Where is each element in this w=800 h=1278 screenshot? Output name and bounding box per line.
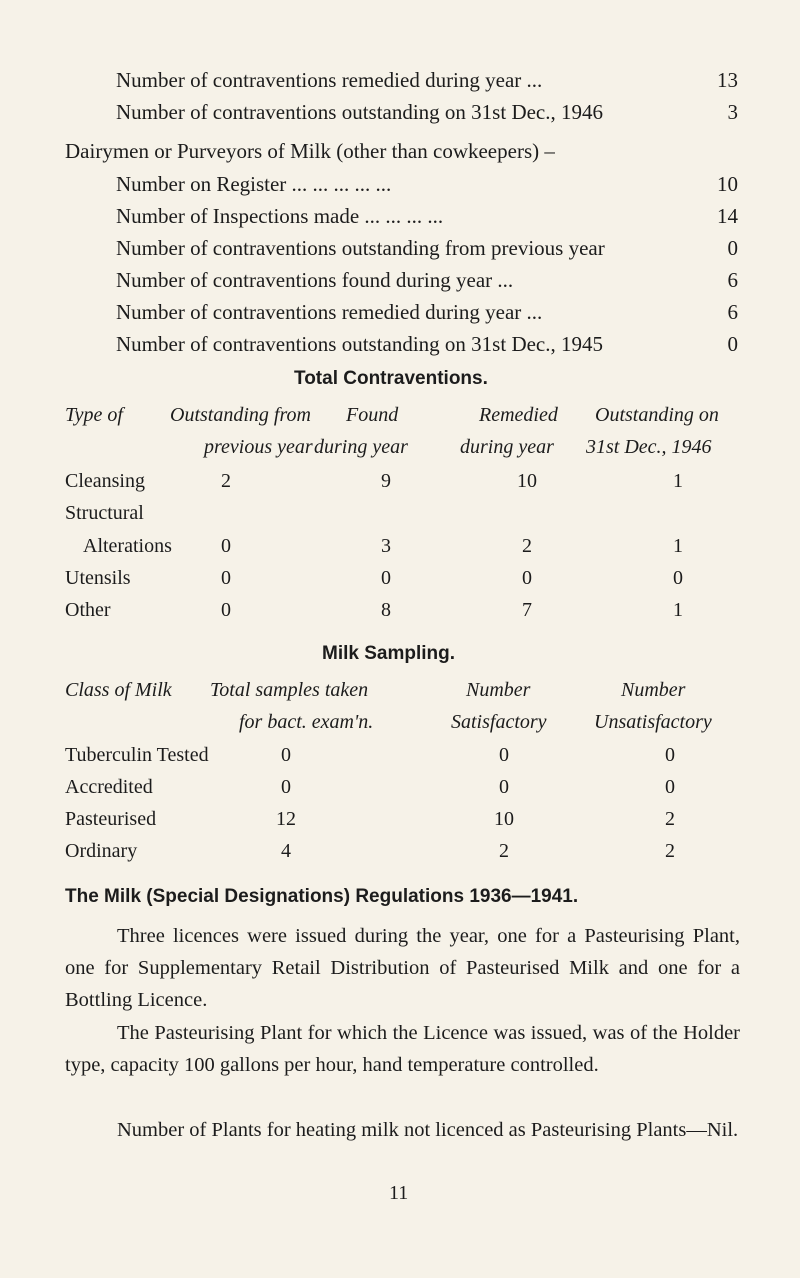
row-found: 8 — [381, 599, 391, 621]
sampling-row-satisfactory: 10 — [494, 808, 514, 830]
row-type: Utensils — [65, 567, 131, 589]
sampling-row-total: 4 — [281, 840, 291, 862]
sampling-row-class: Tuberculin Tested — [65, 744, 209, 766]
remedied-during-year-label: Number of contraventions remedied during year ... — [116, 68, 543, 92]
sampling-row-satisfactory: 2 — [499, 840, 509, 862]
dairymen-item-value: 6 — [727, 268, 738, 292]
dairymen-item-label: Number on Register ... ... ... ... ... — [116, 172, 392, 196]
row-outstanding-from: 2 — [221, 470, 231, 492]
row-outstanding-on: 1 — [673, 535, 683, 557]
row-outstanding-from: 0 — [221, 599, 231, 621]
regulations-title: The Milk (Special Designations) Regulations 1936—1941. — [65, 886, 579, 907]
regulations-paragraph: The Pasteurising Plant for which the Licence was issued, was of the Holder type, capacity 100 gallons per hour, hand temperature controlled. — [65, 1022, 740, 1076]
header-unsatisfactory-sub: Unsatisfactory — [594, 711, 712, 733]
sampling-row-satisfactory: 0 — [499, 776, 509, 798]
row-remedied: 7 — [522, 599, 532, 621]
dairymen-item-value: 10 — [717, 172, 738, 196]
remedied-during-year-value: 13 — [717, 68, 738, 92]
header-unsatisfactory: Number — [621, 679, 686, 701]
page-number: 11 — [389, 1182, 409, 1204]
sampling-row-class: Ordinary — [65, 840, 138, 862]
dairymen-item-value: 0 — [727, 332, 738, 356]
sampling-row-class: Pasteurised — [65, 808, 157, 830]
row-outstanding-on: 1 — [673, 470, 683, 492]
row-found: 0 — [381, 567, 391, 589]
row-type: Structural — [65, 502, 144, 524]
header-class: Class of Milk — [65, 679, 172, 701]
row-type: Other — [65, 599, 111, 621]
header-found: Found — [346, 404, 399, 426]
dairymen-item-label: Number of contraventions outstanding from previous year — [116, 236, 605, 260]
dairymen-item-value: 14 — [717, 204, 738, 228]
row-type-line2: Alterations — [83, 535, 172, 557]
header-outstanding-on: Outstanding on — [595, 404, 719, 426]
row-outstanding-from: 0 — [221, 567, 231, 589]
dairymen-item-label: Number of contraventions remedied during year ... — [116, 300, 543, 324]
row-remedied: 10 — [517, 470, 537, 492]
row-outstanding-on: 1 — [673, 599, 683, 621]
sampling-row-unsatisfactory: 0 — [665, 744, 675, 766]
sampling-row-class: Accredited — [65, 776, 153, 798]
sampling-row-unsatisfactory: 2 — [665, 808, 675, 830]
header-total: Total samples taken — [210, 679, 369, 701]
header-outstanding-from: Outstanding from — [170, 404, 311, 426]
row-remedied: 0 — [522, 567, 532, 589]
sampling-row-satisfactory: 0 — [499, 744, 509, 766]
row-remedied: 2 — [522, 535, 532, 557]
outstanding-1946-value: 3 — [727, 100, 738, 124]
regulations-paragraph: Number of Plants for heating milk not licenced as Pasteurising Plants—Nil. — [117, 1119, 739, 1141]
dairymen-item-value: 6 — [727, 300, 738, 324]
header-remedied: Remedied — [479, 404, 558, 426]
regulations-paragraph: Three licences were issued during the year, one for a Pasteurising Plant, one for Supplementary Retail Distribution of Pasteurised Milk and one for a Bottling Licence. — [65, 925, 740, 1011]
dairymen-item-label: Number of Inspections made ... ... ... ... — [116, 204, 444, 228]
dairymen-item-value: 0 — [727, 236, 738, 260]
sampling-row-total: 12 — [276, 808, 296, 830]
row-found: 9 — [381, 470, 391, 492]
row-type: Cleansing — [65, 470, 145, 492]
header-satisfactory: Number — [466, 679, 531, 701]
sampling-row-unsatisfactory: 0 — [665, 776, 675, 798]
sampling-row-total: 0 — [281, 776, 291, 798]
header-found-sub: during year — [314, 436, 408, 458]
outstanding-1946-label: Number of contraventions outstanding on 31st Dec., 1946 — [116, 100, 603, 124]
row-outstanding-from: 0 — [221, 535, 231, 557]
header-satisfactory-sub: Satisfactory — [451, 711, 547, 733]
sampling-row-total: 0 — [281, 744, 291, 766]
header-outstanding-on-sub: 31st Dec., 1946 — [586, 436, 712, 458]
header-total-sub: for bact. exam'n. — [239, 711, 374, 733]
dairymen-item-label: Number of contraventions found during year ... — [116, 268, 514, 292]
row-found: 3 — [381, 535, 391, 557]
dairymen-item-label: Number of contraventions outstanding on 31st Dec., 1945 — [116, 332, 603, 356]
contraventions-title: Total Contraventions. — [294, 368, 488, 389]
dairymen-heading: Dairymen or Purveyors of Milk (other than cowkeepers) – — [65, 139, 555, 163]
header-type: Type of — [65, 404, 123, 426]
sampling-row-unsatisfactory: 2 — [665, 840, 675, 862]
sampling-title: Milk Sampling. — [322, 643, 456, 664]
header-previous-year: previous year — [204, 436, 313, 458]
row-outstanding-on: 0 — [673, 567, 683, 589]
header-remedied-sub: during year — [460, 436, 554, 458]
